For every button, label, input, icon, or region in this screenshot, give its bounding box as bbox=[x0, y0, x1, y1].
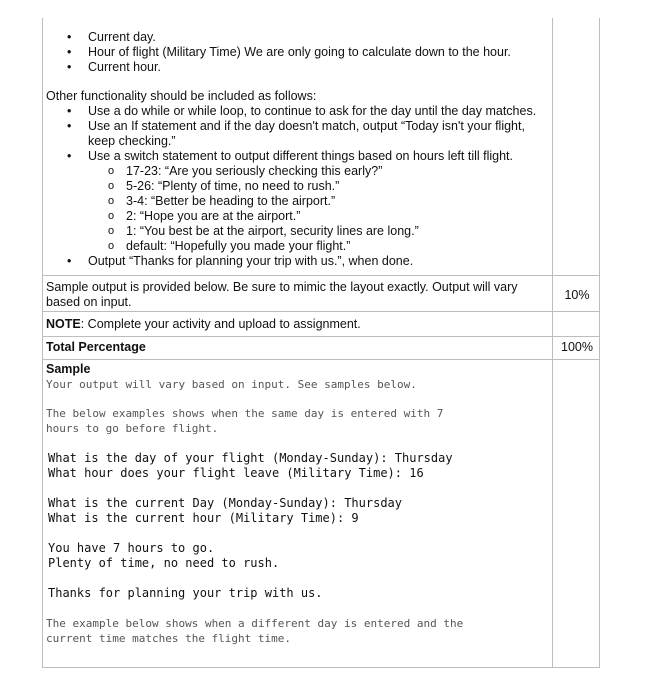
sample-intro: Your output will vary based on input. See samples below. bbox=[46, 378, 417, 391]
sample-description: The example below shows when a different day is entered and the bbox=[46, 617, 464, 630]
list-item: • Output “Thanks for planning your trip with us.”, when done. bbox=[67, 254, 414, 268]
switch-case-list bbox=[46, 164, 546, 254]
functionality-list bbox=[46, 104, 546, 164]
total-percent: 100% bbox=[561, 340, 593, 354]
code-line: What is the current hour (Military Time): 9 bbox=[48, 511, 359, 525]
sample-output-cell: Sample output is provided below. Be sure to mimic the layout exactly. Output will vary based on input. bbox=[46, 280, 518, 309]
table-left-border bbox=[42, 18, 43, 668]
functionality-heading: Other functionality should be included as follows: bbox=[46, 89, 317, 103]
sample-percent: 10% bbox=[564, 288, 590, 302]
sample-description: The below examples shows when the same day is entered with 7 bbox=[46, 407, 444, 420]
sample-section bbox=[46, 362, 551, 646]
requirements-cell bbox=[46, 30, 546, 269]
row-divider bbox=[42, 359, 600, 360]
code-line: Thanks for planning your trip with us. bbox=[48, 586, 323, 600]
list-item: • Use an If statement and if the day doesn't match, output “Today isn't your flight, keep checking.” bbox=[67, 119, 525, 148]
code-line: Plenty of time, no need to rush. bbox=[48, 556, 280, 570]
sample-description: current time matches the flight time. bbox=[46, 632, 292, 645]
code-line: What is the day of your flight (Monday-Sunday): Thursday bbox=[48, 451, 453, 465]
table-bottom-border bbox=[42, 667, 600, 668]
list-item: o 2: “Hope you are at the airport.” bbox=[108, 209, 301, 223]
code-line: You have 7 hours to go. bbox=[48, 541, 215, 555]
list-item: o 3-4: “Better be heading to the airport.” bbox=[108, 194, 336, 208]
table-column-divider bbox=[552, 18, 553, 668]
note-cell bbox=[46, 317, 546, 331]
code-line: What hour does your flight leave (Military Time): 16 bbox=[48, 466, 424, 480]
list-item: o 17-23: “Are you seriously checking this early?” bbox=[108, 164, 383, 178]
list-item: o 1: “You best be at the airport, security lines are long.” bbox=[108, 224, 419, 238]
note-text: : Complete your activity and upload to assignment. bbox=[80, 317, 361, 331]
list-item: • Current day. bbox=[67, 30, 156, 44]
sample-description: hours to go before flight. bbox=[46, 422, 219, 435]
list-item: o default: “Hopefully you made your flight.” bbox=[108, 239, 351, 253]
list-item: o 5-26: “Plenty of time, no need to rush.” bbox=[108, 179, 340, 193]
row-divider bbox=[42, 275, 600, 276]
code-line: What is the current Day (Monday-Sunday): Thursday bbox=[48, 496, 403, 510]
final-bullet-list bbox=[46, 254, 546, 269]
list-item: • Use a switch statement to output different things based on hours left till flight. bbox=[67, 149, 514, 163]
list-item: • Use a do while or while loop, to continue to ask for the day until the day matches. bbox=[67, 104, 537, 118]
total-label: Total Percentage bbox=[46, 340, 146, 354]
note-label: NOTE bbox=[46, 317, 81, 331]
row-divider bbox=[42, 336, 600, 337]
list-item: • Current hour. bbox=[67, 60, 161, 74]
list-item: • Hour of flight (Military Time) We are only going to calculate down to the hour. bbox=[67, 45, 511, 59]
top-bullet-list bbox=[46, 30, 546, 75]
sample-heading: Sample bbox=[46, 362, 91, 376]
rubric-table bbox=[42, 18, 600, 668]
row-divider bbox=[42, 311, 600, 312]
